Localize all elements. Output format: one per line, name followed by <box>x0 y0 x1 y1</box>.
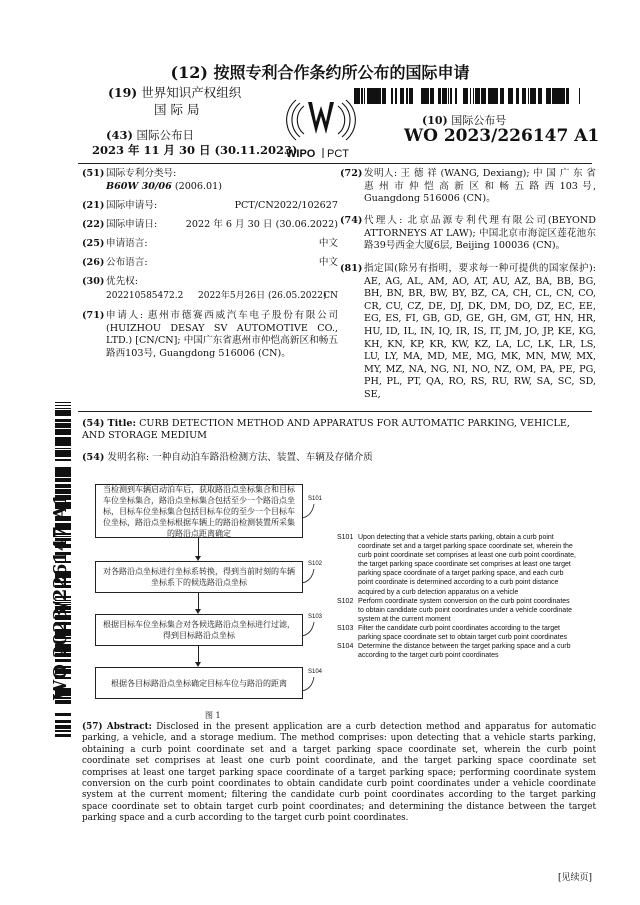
barcode-bar <box>357 88 358 104</box>
barcode-bar <box>466 88 468 104</box>
barcode-bar <box>55 431 71 433</box>
title-zh-code: (54) <box>82 452 105 463</box>
abstract <box>82 722 596 825</box>
barcode-bar <box>409 88 411 104</box>
barcode-bar <box>354 88 355 104</box>
barcode-bar <box>55 443 71 444</box>
barcode-bar <box>488 88 490 104</box>
flow-box-s102: 对各路沿点坐标进行坐标系转换，得到当前时刻的车辆坐标系下的候选路沿点坐标 <box>95 561 303 593</box>
pub-date-label: 国际公布日 <box>136 128 195 142</box>
flow-leader-s103 <box>300 618 324 638</box>
priority-date: 2022年5月26日 (26.05.2022) <box>198 291 327 301</box>
barcode-bar <box>55 702 71 704</box>
barcode-bar <box>406 88 408 104</box>
barcode-bar <box>549 88 550 104</box>
barcode-bar <box>55 408 71 409</box>
logo-pct-text: PCT <box>327 148 349 160</box>
barcode-bar <box>55 469 71 470</box>
barcode-bar <box>383 88 384 104</box>
barcode-bar <box>500 88 501 104</box>
barcode-bar <box>493 88 495 104</box>
barcode-bar <box>362 88 363 104</box>
barcode-bar <box>411 88 413 104</box>
barcode-bar <box>440 88 441 104</box>
barcode-bar <box>495 88 496 104</box>
priority-label: 优先权: <box>106 276 139 287</box>
barcode-bar <box>535 88 536 104</box>
app-no-label: 国际申请号: <box>106 200 158 211</box>
barcode-bar <box>558 88 560 104</box>
barcode-bar <box>55 450 71 452</box>
barcode-bar <box>550 88 551 104</box>
logo-wipo-text: WIPO <box>286 148 316 160</box>
barcode-bar <box>55 444 71 446</box>
barcode-bar <box>396 88 397 104</box>
continued-footer: [见续页] <box>558 873 593 883</box>
document-type-heading: (12) 按照专利合作条约所公布的国际申请 <box>170 63 470 82</box>
barcode-bar <box>55 455 71 457</box>
barcode-bar <box>55 452 71 453</box>
agent-code: (74) <box>340 215 363 226</box>
ipc-code: (51) <box>82 168 105 179</box>
barcode-bar <box>55 467 71 469</box>
barcode-bar <box>552 88 554 104</box>
barcode-bar <box>485 88 486 104</box>
office-code: (19) <box>108 85 138 100</box>
barcode-bar <box>503 88 504 104</box>
states-text: 指定国(除另有指明，要求每一种可提供的国家保护): AE, AG, AL, AM, AO, AT, AU, AZ, BA, BB, BG, BH, BN, BR, BW, BY, BZ, CA, CH, CL, CN, CO, CR, CU, CZ, DE, DJ, DK, DM, DO, DZ, EC, EE, EG, ES, FI, GB, GD, GE, GH, GM, GT, HN, HR, HU, ID, IL, IN, IQ, IR, IS, IT, JM, JO, JP, KE, KG, KH, KN, KP, KR, KW, KZ, LA, LC, LK, LR, LS, LU, LY, MA, MD, ME, MG, MK, MN, MW, MX, MY, MZ, NA, NG, NI, NO, NZ, OM, PA, PE, PG, PH, PL, PT, QA, RO, RS, RU, RW, SA, SC, SD, SE, <box>364 263 596 400</box>
barcode-bar <box>55 730 71 732</box>
priority-no: 202210585472.2 <box>106 291 184 301</box>
barcode-bar <box>55 419 71 420</box>
flow-box-s101: 当检测到车辆启动泊车后，获取路沿点坐标集合和目标车位坐标集合，路沿点坐标集合包括至少一个路沿点坐标，目标车位坐标集合包括目标车位的至少一个目标车位坐标，路沿点坐标根据车辆上的路沿检测装置所采集的路沿点距离确定 <box>95 484 303 538</box>
barcode-bar <box>380 88 381 104</box>
barcode-bar <box>512 88 513 104</box>
title-en-text: CURB DETECTION METHOD AND APPARATUS FOR AUTOMATIC PARKING, VEHICLE, AND STORAGE MEDIUM <box>82 418 570 441</box>
barcode-bar <box>378 88 380 104</box>
barcode-bar <box>55 440 71 441</box>
barcode-bar <box>373 88 374 104</box>
flow-leader-s104 <box>300 673 324 693</box>
step-key: S103 <box>337 624 354 632</box>
barcode-bar <box>370 88 372 104</box>
flow-arrow-1 <box>198 538 199 558</box>
barcode-bar <box>446 88 447 104</box>
barcode-bar <box>55 720 71 722</box>
barcode-bar <box>425 88 426 104</box>
app-no-code: (21) <box>82 200 105 211</box>
barcode-bar <box>376 88 378 104</box>
pub-no-code: (10) <box>422 114 448 127</box>
barcode-bar <box>479 88 480 104</box>
filing-lang-value: 中文 <box>318 238 338 249</box>
barcode-bar <box>533 88 535 104</box>
filing-code: (22) <box>82 219 105 230</box>
barcode-bar <box>448 88 449 104</box>
abstract-code: (57) <box>82 722 103 732</box>
step-key: S104 <box>337 643 354 651</box>
step-en-s104 <box>337 642 577 660</box>
barcode-bar <box>554 88 555 104</box>
barcode-bar <box>438 88 440 104</box>
barcode-bar <box>477 88 479 104</box>
barcode-bar <box>497 88 498 104</box>
barcode-bar <box>55 423 71 425</box>
barcode-bar <box>55 725 71 726</box>
barcode-bar <box>55 448 71 449</box>
barcode-bar <box>490 88 492 104</box>
barcode-bar <box>55 726 71 727</box>
step-text: Determine the distance between the target parking space and a curb according to the target curb point coordinates <box>358 643 571 660</box>
filing-value: 2022 年 6 月 30 日 (30.06.2022) <box>185 219 338 230</box>
step-en-s101 <box>337 533 577 597</box>
barcode-bar <box>455 88 457 104</box>
figure-steps-english <box>337 533 577 660</box>
barcode-bar <box>55 490 71 492</box>
step-text: Upon detecting that a vehicle starts parking, obtain a curb point coordinate set and a target parking space coordinate set, wherein the curb point coordinate set comprises at least one curb point coordinate, the target parking space coordinate set comprises at least one target parking space coordinate of a target parking space, and each curb point coordinate is determined according to a curb point distance acquired by a curb detection apparatus on a vehicle <box>358 534 576 596</box>
barcode-bar <box>55 715 71 716</box>
barcode-bar <box>367 88 368 104</box>
barcode-bar <box>421 88 423 104</box>
ipc-label: 国际专利分类号: <box>106 168 177 179</box>
flow-label-s101: S101 <box>308 496 323 502</box>
barcode-bar <box>516 88 518 104</box>
pub-lang-value: 中文 <box>318 257 338 268</box>
barcode-bar <box>364 88 365 104</box>
barcode-bar <box>55 429 71 431</box>
barcode-bar <box>382 88 383 104</box>
barcode-bar <box>55 459 71 461</box>
barcode-bar <box>55 728 71 729</box>
office-block <box>108 84 308 118</box>
priority-code: (30) <box>82 276 105 287</box>
step-en-s102 <box>337 597 577 624</box>
flow-label-s102: S102 <box>308 561 323 567</box>
barcode-bar <box>55 427 71 428</box>
pub-date-code: (43) <box>106 128 133 142</box>
applicant-code: (71) <box>82 310 105 321</box>
priority-detail <box>106 290 338 303</box>
header-divider <box>78 163 592 164</box>
step-text: Filter the candidate curb point coordinates according to the target parking space coordinate set to obtain target curb point coordinates <box>358 624 567 642</box>
barcode-bar <box>508 88 509 104</box>
inventor-text: 发明人: 王 德 祥 (WANG, Dexiang); 中 国 广 东 省 惠 州 市 仲 恺 高 新 区 和 畅 五 路 西 103 号, Guangdong 516006 (CN)。 <box>364 168 596 205</box>
title-en-label: Title: <box>107 418 137 429</box>
barcode-bar <box>566 88 568 104</box>
barcode-bar <box>55 489 71 490</box>
barcode-bar <box>55 433 71 435</box>
step-key: S101 <box>337 534 354 541</box>
barcode-bar <box>55 402 71 403</box>
barcode-bar <box>518 88 519 104</box>
pub-no-label: 国际公布号 <box>451 114 507 127</box>
barcode-bar <box>358 88 360 104</box>
barcode-bar <box>523 88 524 104</box>
barcode-bar <box>546 88 547 104</box>
barcode-bar <box>538 88 539 104</box>
barcode-bar <box>426 88 427 104</box>
barcode-bar <box>55 484 71 486</box>
step-en-s103 <box>337 624 577 642</box>
barcode-bar <box>55 405 71 406</box>
flow-box-s103: 根据目标车位坐标集合对各候选路沿点坐标进行过滤，得到目标路沿点坐标 <box>95 614 303 646</box>
barcode-bar <box>55 486 71 487</box>
barcode-bar <box>55 439 71 440</box>
side-publication-number: WO 2023/226147 A1 <box>50 493 71 700</box>
barcode-bar <box>473 88 474 104</box>
title-divider <box>78 411 592 412</box>
flow-box-s104: 根据各目标路沿点坐标确定目标车位与路沿的距离 <box>95 667 303 699</box>
barcode-bar <box>55 735 71 737</box>
barcode-bar <box>483 88 485 104</box>
barcode-bar <box>563 88 565 104</box>
barcode-bar <box>395 88 396 104</box>
barcode-bar <box>427 88 429 104</box>
barcode-bar <box>470 88 471 104</box>
barcode-bar <box>532 88 533 104</box>
filing-lang-code: (25) <box>82 238 105 249</box>
barcode-bar <box>368 88 370 104</box>
barcode-bar <box>510 88 512 104</box>
barcode-bar <box>400 88 402 104</box>
barcode-bar <box>55 437 71 439</box>
barcode-bar <box>541 88 542 104</box>
step-text: Perform coordinate system conversion on the curb point coordinates to obtain candidate curb point coordinates under a vehicle coordinate system at the current moment <box>358 597 573 623</box>
inventor-code: (72) <box>340 168 363 179</box>
barcode-top <box>352 88 580 104</box>
barcode-bar <box>450 88 452 104</box>
barcode-bar <box>55 713 71 715</box>
barcode-bar <box>562 88 563 104</box>
barcode-bar <box>424 88 425 104</box>
title-chinese <box>82 449 594 463</box>
barcode-bar <box>402 88 404 104</box>
barcode-bar <box>433 88 434 104</box>
barcode-bar <box>391 88 393 104</box>
app-no-value: PCT/CN2022/102627 <box>234 200 338 211</box>
pub-lang-label: 公布语言: <box>106 257 148 268</box>
barcode-bar <box>522 88 523 104</box>
barcode-bar <box>55 441 71 443</box>
barcode-bar <box>55 475 71 477</box>
title-english <box>82 418 594 442</box>
barcode-bar <box>568 88 569 104</box>
barcode-bar <box>492 88 493 104</box>
barcode-bar <box>530 88 532 104</box>
barcode-bar <box>55 727 71 728</box>
barcode-bar <box>355 88 357 104</box>
title-zh-label: 发明名称: <box>107 452 150 463</box>
barcode-bar <box>442 88 443 104</box>
barcode-bar <box>384 88 386 104</box>
ipc-value: B60W 30/06 <box>106 181 172 192</box>
states-code: (81) <box>340 263 363 274</box>
barcode-bar <box>55 413 71 414</box>
flow-label-s103: S103 <box>308 614 323 620</box>
barcode-bar <box>55 453 71 455</box>
flow-label-s104: S104 <box>308 669 323 675</box>
barcode-bar <box>55 722 71 723</box>
barcode-bar <box>55 487 71 488</box>
barcode-bar <box>556 88 557 104</box>
step-key: S102 <box>337 597 354 605</box>
agent-text: 代理人: 北京品源专利代理有限公司(BEYOND ATTORNEYS AT LAW); 中国北京市海淀区莲花池东路39号西金大厦6层, Beijing 100036 (CN)。 <box>364 215 596 252</box>
barcode-bar <box>430 88 432 104</box>
barcode-bar <box>444 88 446 104</box>
barcode-bar <box>528 88 529 104</box>
barcode-bar <box>55 411 71 413</box>
wipo-logo <box>282 92 360 160</box>
barcode-bar <box>55 734 71 735</box>
barcode-bar <box>361 88 362 104</box>
barcode-bar <box>372 88 373 104</box>
priority-cc: CN <box>323 291 338 301</box>
barcode-bar <box>579 88 580 104</box>
barcode-bar <box>374 88 376 104</box>
barcode-bar <box>560 88 562 104</box>
barcode-bar <box>423 88 424 104</box>
barcode-bar <box>55 420 71 422</box>
publication-number: WO 2023/226147 A1 <box>404 126 600 146</box>
barcode-bar <box>539 88 541 104</box>
barcode-bar <box>55 473 71 475</box>
abstract-text: Disclosed in the present application are a curb detection method and apparatus for automatic parking, a vehicle, and a storage medium. The method comprises: upon detecting that a vehicle starts parking, obtaining a curb point coordinate set and a target parking space coordinate set, wherein the curb point coordinate set comprises at least one curb point coordinate, and the target parking space coordinate set comprises at least one target parking space coordinate of a target parking space; performing coordinate system conversion on the curb point coordinates to obtain candidate curb point coordinates under a vehicle coordinate system at the current moment; filtering the candidate curb point coordinates according to the target parking space coordinate set to obtain target curb point coordinates; and determining the distance between the target parking space and a curb according to the target curb point coordinates. <box>82 722 597 824</box>
flow-leader-s101 <box>300 500 324 520</box>
filing-label: 国际申请日: <box>106 219 158 230</box>
abstract-label: Abstract: <box>106 722 152 732</box>
barcode-bar <box>464 88 466 104</box>
pub-lang-code: (26) <box>82 257 105 268</box>
barcode-bar <box>55 480 71 482</box>
barcode-bar <box>501 88 503 104</box>
barcode-bar <box>481 88 483 104</box>
figure-caption: 图 1 <box>205 711 221 720</box>
barcode-bar <box>524 88 526 104</box>
barcode-bar <box>463 88 464 104</box>
office-sub: 国 际 局 <box>154 102 200 117</box>
barcode-bar <box>55 410 71 411</box>
filing-lang-label: 申请语言: <box>106 238 148 249</box>
barcode-bar <box>55 425 71 427</box>
flow-leader-s102 <box>300 565 324 585</box>
title-zh-text: 一种自动泊车路沿检测方法、装置、车辆及存储介质 <box>152 452 373 463</box>
barcode-bar <box>475 88 477 104</box>
barcode-bar <box>557 88 558 104</box>
barcode-bar <box>55 470 71 471</box>
barcode-bar <box>55 471 71 473</box>
barcode-bar <box>555 88 556 104</box>
barcode-bar <box>547 88 549 104</box>
barcode-bar <box>55 700 71 702</box>
barcode-bar <box>496 88 497 104</box>
office-name: 世界知识产权组织 <box>141 85 242 100</box>
barcode-bar <box>55 414 71 416</box>
ipc-year: (2006.01) <box>174 181 223 192</box>
barcode-bar <box>443 88 444 104</box>
barcode-bar <box>55 478 71 480</box>
pub-date-value: 2023 年 11 月 30 日 (30.11.2023) <box>92 143 298 157</box>
applicant-text: 申请人: 惠州市德赛西威汽车电子股份有限公司(HUIZHOU DESAY SV AUTOMOTIVE CO., LTD.) [CN/CN]; 中国广东省惠州市仲恺高新区和畅五路西103号, Guangdong 516006 (CN)。 <box>106 310 338 359</box>
title-en-code: (54) <box>82 418 105 429</box>
barcode-bar <box>432 88 433 104</box>
barcode-bar <box>509 88 510 104</box>
